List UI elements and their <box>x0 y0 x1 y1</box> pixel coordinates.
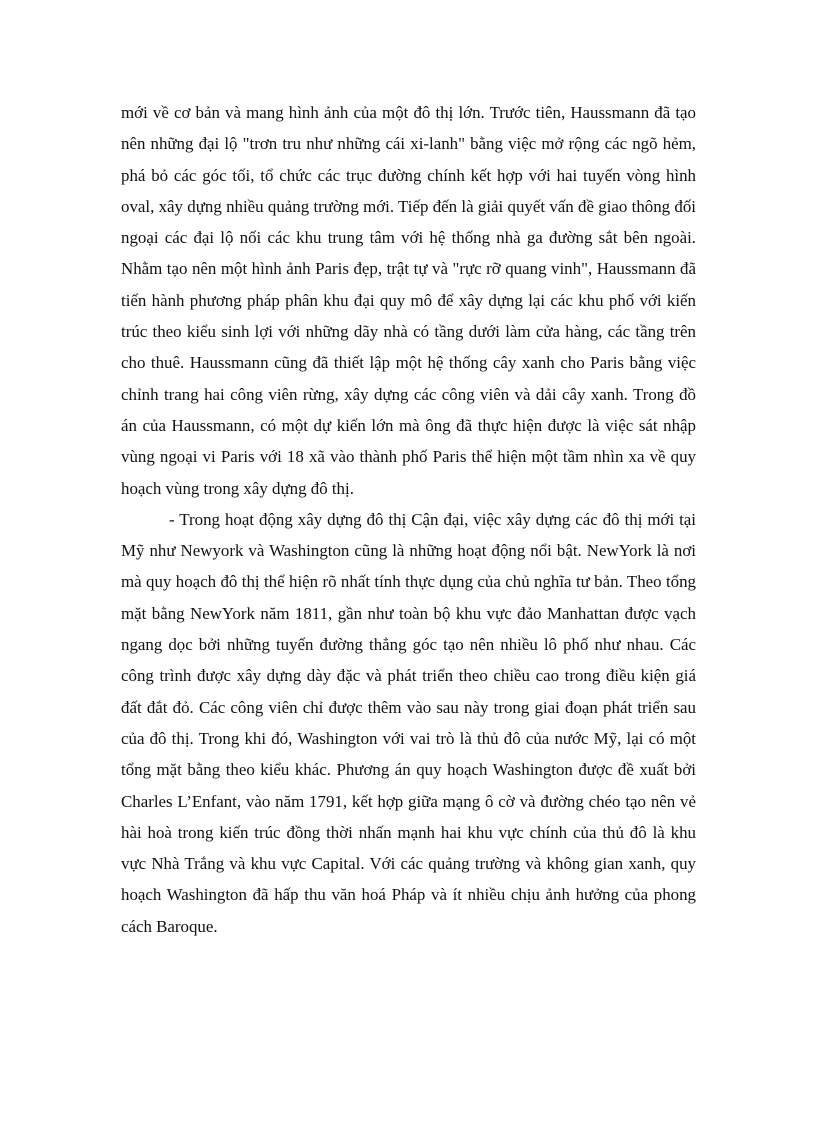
paragraph-haussmann-paris: mới về cơ bản và mang hình ảnh của một đô thị lớn. Trước tiên, Haussmann đã tạo nên những đại lộ "trơn tru như những cái xi-lanh" bằng việc mở rộng các ngõ hẻm, phá bỏ các góc tối, tổ chức các trục đường chính kết hợp với hai tuyến vòng hình oval, xây dựng nhiều quảng trường mới. Tiếp đến là giải quyết vấn đề giao thông đối ngoại các đại lộ nối các khu trung tâm với hệ thống nhà ga đường sắt bên ngoài. Nhằm tạo nên một hình ảnh Paris đẹp, trật tự và "rực rỡ quang vinh", Haussmann đã tiến hành phương pháp phân khu đại quy mô để xây dựng lại các khu phố với kiến trúc theo kiểu sinh lợi với những dãy nhà có tầng dưới làm cửa hàng, các tầng trên cho thuê. Haussmann cũng đã thiết lập một hệ thống cây xanh cho Paris bằng việc chỉnh trang hai công viên rừng, xây dựng các công viên và dải cây xanh. Trong đồ án của Haussmann, có một dự kiến lớn mà ông đã thực hiện được là việc sát nhập vùng ngoại vi Paris với 18 xã vào thành phố Paris thể hiện một tầm nhìn xa về quy hoạch vùng trong xây dựng đô thị. <box>121 103 696 498</box>
document-page <box>121 97 696 942</box>
paragraph-newyork-washington: - Trong hoạt động xây dựng đô thị Cận đại, việc xây dựng các đô thị mới tại Mỹ như Newyork và Washington cũng là những hoạt động nổi bật. NewYork là nơi mà quy hoạch đô thị thể hiện rõ nhất tính thực dụng của chủ nghĩa tư bản. Theo tổng mặt bằng NewYork năm 1811, gần như toàn bộ khu vực đảo Manhattan được vạch ngang dọc bởi những tuyến đường thẳng góc tạo nên nhiều lô phố như nhau. Các công trình được xây dựng dày đặc và phát triển theo chiều cao trong điều kiện giá đất đắt đỏ. Các công viên chỉ được thêm vào sau này trong giai đoạn phát triển sau của đô thị. Trong khi đó, Washington với vai trò là thủ đô của nước Mỹ, lại có một tổng mặt bằng theo kiểu khác. Phương án quy hoạch Washington được đề xuất bởi Charles L’Enfant, vào năm 1791, kết hợp giữa mạng ô cờ và đường chéo tạo nên vẻ hài hoà trong kiến trúc đồng thời nhấn mạnh hai khu vực chính của thủ đô là khu vực Nhà Trắng và khu vực Capital. Với các quảng trường và không gian xanh, quy hoạch Washington đã hấp thu văn hoá Pháp và ít nhiều chịu ảnh hưởng của phong cách Baroque. <box>121 509 696 936</box>
